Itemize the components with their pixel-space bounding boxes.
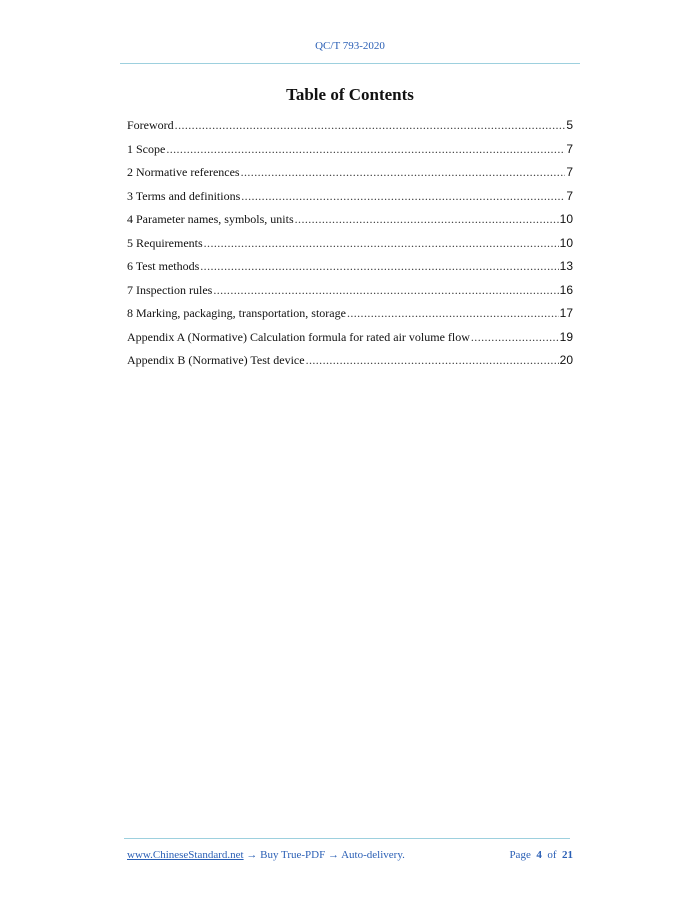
toc-dot-leader [200,259,558,274]
footer-divider [124,838,570,839]
document-id: QC/T 793-2020 [315,40,385,52]
table-of-contents [127,118,573,377]
toc-entry-label: 7 Inspection rules [127,282,213,297]
toc-entry-label: Appendix A (Normative) Calculation formula for rated air volume flow [127,329,470,344]
document-header [0,40,700,52]
toc-entry-page: 16 [559,282,573,297]
footer-promo-text: → Buy True-PDF → Auto-delivery. [243,849,405,861]
toc-dot-leader [347,306,559,321]
toc-entry-page: 10 [559,235,573,250]
toc-entry-inspection-rules[interactable] [127,283,573,307]
toc-dot-leader [175,118,566,133]
toc-entry-page: 7 [566,188,573,203]
page-title: Table of Contents [286,85,414,104]
header-divider [120,63,580,64]
toc-entry-label: 2 Normative references [127,165,240,179]
toc-dot-leader [213,283,558,298]
toc-entry-appendix-b[interactable] [127,353,573,377]
footer-promo [127,849,405,861]
of-word: of [547,849,557,861]
toc-dot-leader [241,165,566,180]
toc-entry-label: 5 Requirements [127,235,203,250]
toc-dot-leader [241,189,565,204]
toc-entry-page: 5 [566,118,573,132]
total-page-number: 21 [562,849,573,861]
toc-entry-scope[interactable] [127,142,573,166]
toc-entry-page: 7 [566,165,573,179]
toc-entry-parameter-names[interactable] [127,212,573,236]
toc-entry-requirements[interactable] [127,236,573,260]
toc-entry-test-methods[interactable] [127,259,573,283]
toc-dot-leader [166,142,565,157]
toc-entry-appendix-a[interactable] [127,330,573,354]
page-indicator [509,849,573,861]
toc-entry-terms-definitions[interactable] [127,189,573,213]
toc-entry-label: 3 Terms and definitions [127,188,241,203]
page-footer [127,849,573,861]
chinesestandard-link[interactable]: www.ChineseStandard.net [127,849,244,861]
toc-entry-label: Appendix B (Normative) Test device [127,353,305,367]
toc-dot-leader [204,236,559,251]
toc-entry-page: 13 [559,259,573,273]
toc-entry-foreword[interactable] [127,118,573,142]
toc-entry-marking-packaging[interactable] [127,306,573,330]
toc-dot-leader [306,353,559,368]
toc-entry-label: 1 Scope [127,141,166,156]
toc-entry-page: 20 [559,353,573,367]
toc-entry-page: 19 [559,329,573,344]
toc-entry-normative-references[interactable] [127,165,573,189]
toc-entry-page: 10 [559,212,573,226]
toc-entry-label: 6 Test methods [127,259,200,273]
current-page-number: 4 [536,849,542,861]
toc-entry-page: 17 [559,306,573,320]
toc-entry-label: 8 Marking, packaging, transportation, storage [127,306,346,320]
toc-dot-leader [295,212,559,227]
page-word: Page [509,849,531,861]
toc-dot-leader [471,330,559,345]
toc-entry-page: 7 [566,141,573,156]
toc-entry-label: 4 Parameter names, symbols, units [127,212,294,226]
toc-entry-label: Foreword [127,118,174,132]
